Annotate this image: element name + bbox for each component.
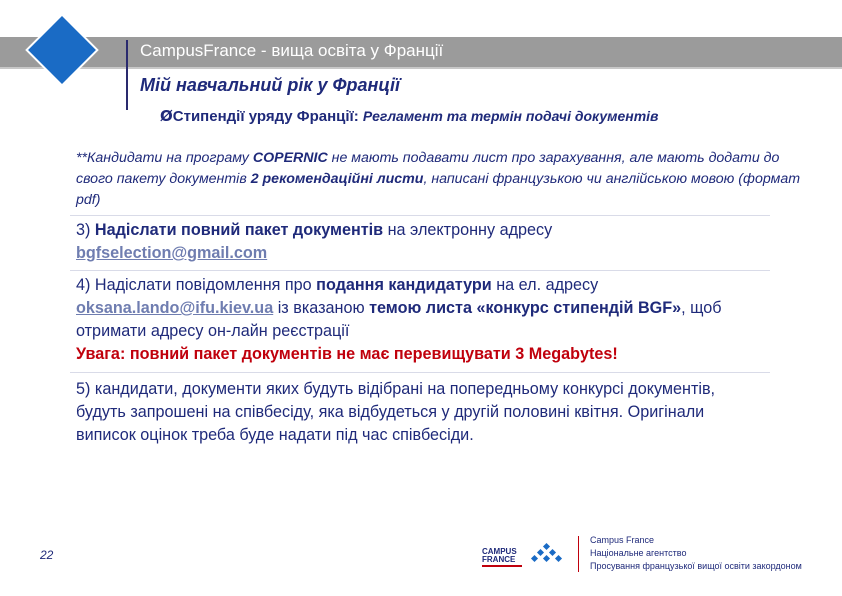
step-text: , щоб отримати адресу он-лайн реєстрації — [76, 299, 722, 340]
note-program: COPERNIC — [252, 150, 328, 166]
warning-text: Увага: повний пакет документів не має перевищувати 3 Megabytes! — [76, 345, 618, 363]
copernic-note — [76, 148, 806, 211]
footer-org-tagline: Просування французької вищої освіти закордоном — [590, 561, 802, 571]
step-text: із вказаною — [273, 299, 370, 317]
step-bold: темою листа «конкурс стипендій BGF» — [369, 299, 682, 317]
logo-campus: CAMPUS — [482, 547, 517, 556]
header-vertical-rule — [126, 40, 128, 110]
logo-underline — [482, 565, 522, 567]
email-link-bgf[interactable]: bgfselection@gmail.com — [76, 244, 268, 262]
logo-diamond-grid — [531, 543, 562, 562]
header-title: CampusFrance - вища освіта у Франції — [140, 41, 444, 60]
bullet-heading — [160, 107, 659, 125]
step-bold: Надіслати повний пакет документів — [94, 221, 384, 239]
step-bold: подання кандидатури — [316, 276, 492, 294]
step-4 — [76, 274, 796, 366]
campus-france-diamond-logo — [28, 16, 96, 84]
step-5: 5) кандидати, документи яких будуть відібрані на попередньому конкурсі документів, будуть запрошені на співбесіду, яка відбудеться у другій половині квітня. Оригінали виписок оцінок треба буде надати під час співбесіди. — [76, 380, 716, 444]
page-number: 22 — [40, 548, 54, 562]
footer-org-agency: Національне агентство — [590, 548, 687, 558]
bullet-rest: Регламент та термін подачі документів — [362, 108, 659, 124]
divider — [70, 270, 770, 271]
bullet-lead: Стипендії уряду Франції: — [172, 108, 359, 125]
footer-org-name: Campus France — [590, 535, 655, 545]
note-text: **Кандидати на програму — [76, 150, 253, 166]
email-link-oksana[interactable]: oksana.lando@ifu.kiev.ua — [76, 299, 274, 317]
step-text: 4) Надіслати повідомлення про — [76, 276, 317, 294]
step-number: 3) — [76, 221, 95, 239]
note-recommendation: 2 рекомендаційні листи — [250, 171, 424, 187]
bullet-arrow-icon: Ø — [160, 107, 173, 125]
divider — [70, 372, 770, 373]
note-text: , написані французькою чи англійською мовою (формат pdf) — [76, 171, 801, 208]
footer-org-text — [590, 534, 802, 573]
campus-france-footer-logo — [482, 540, 572, 570]
section-title: Мій навчальний рік у Франції — [140, 75, 401, 95]
step-text: на электронну адресу — [383, 221, 553, 239]
logo-france: FRANCE — [482, 555, 516, 564]
divider — [70, 215, 770, 216]
footer-divider — [578, 536, 579, 572]
step-text: на ел. адресу — [491, 276, 599, 294]
note-text: не мають подавати лист про зарахування, але мають додати до свого пакету документів — [76, 150, 780, 187]
step-3 — [76, 219, 796, 265]
